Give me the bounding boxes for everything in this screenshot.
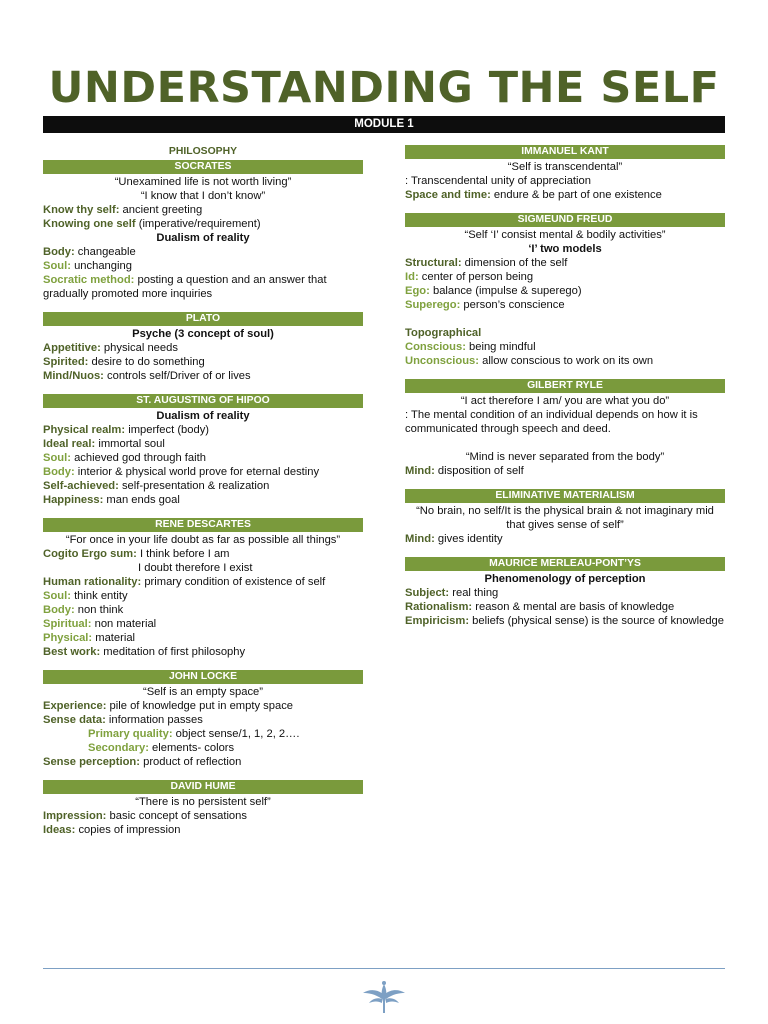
physical-text: material [92,632,136,644]
descartes-soul [43,589,363,603]
ryle-mind-label: Mind: [405,465,435,477]
merleau-header: MAURICE MERLEAU-PONT’YS [405,557,725,571]
hume-ideas [43,823,363,837]
locke-experience [43,699,363,713]
descartes-rationality [43,575,363,589]
descartes-best-work [43,645,363,659]
ryle-mind [405,464,725,478]
ryle-mind-text: disposition of self [434,465,524,477]
locke-quote: “Self is an empty space” [142,686,263,698]
ideas-text: copies of impression [75,824,181,836]
socrates-body [43,245,363,259]
kant-line-1: : Transcendental unity of appreciation [405,175,591,187]
socratic-method-text: posting a question and an answer that gradually promoted more inquiries [43,274,327,300]
ego-label: Ego: [405,285,430,297]
augustine-happiness [43,493,363,507]
augustine-body [43,465,363,479]
socratic-method [43,273,363,301]
best-work-text: meditation of first philosophy [100,646,246,658]
unconscious-label: Unconscious: [405,355,479,367]
fleur-ornament-icon [360,980,408,1014]
philosophy-heading: PHILOSOPHY [168,146,238,157]
ideas-label: Ideas: [43,824,76,836]
self-achieved-text: self-presentation & realization [118,480,270,492]
self-achieved-label: Self-achieved: [43,480,119,492]
conscious-text: being mindful [465,341,536,353]
superego-label: Superego: [405,299,461,311]
conscious-label: Conscious: [405,341,466,353]
knowing-one-self-text: (imperative/requirement) [135,218,261,230]
space-time-label: Space and time: [405,189,491,201]
hume-header: DAVID HUME [43,780,363,794]
merleau-empiricism [405,614,725,628]
kant-header: IMMANUEL KANT [405,145,725,159]
unconscious-text: allow conscious to work on its own [478,355,654,367]
mind-nuos-text: controls self/Driver of or lives [103,370,251,382]
locke-header: JOHN LOCKE [43,670,363,684]
physical-realm-text: imperfect (body) [125,424,210,436]
ryle-quote: “I act therefore I am/ you are what you do” [460,395,670,407]
augustine-soul-text: achieved god through faith [70,452,206,464]
merleau-phenomenology: Phenomenology of perception [484,573,646,585]
sense-data-label: Sense data: [43,714,106,726]
merleau-subject [405,586,725,600]
augustine-soul-label: Soul: [43,452,71,464]
plato-appetitive [43,341,363,355]
ego-text: balance (impulse & superego) [429,285,582,297]
descartes-soul-label: Soul: [43,590,71,602]
structural-text: dimension of the self [461,257,568,269]
merleau-rationalism [405,600,725,614]
rationality-label: Human rationality: [43,576,142,588]
socrates-quote-2: “I know that I don’t know” [140,190,266,202]
kant-quote: “Self is transcendental” [507,161,623,173]
knowing-one-self-label: Knowing one self [43,218,136,230]
cogito-text: I think before I am [136,548,230,560]
descartes-spiritual [43,617,363,631]
spiritual-text: non material [91,618,157,630]
descartes-cogito [43,547,363,561]
augustine-body-label: Body: [43,466,75,478]
ryle-header: GILBERT RYLE [405,379,725,393]
left-column [43,145,363,837]
sense-perception-label: Sense perception: [43,756,140,768]
ryle-line-1: : The mental condition of an individual depends on how it is communicated through speech and deed. [405,409,698,435]
subject-label: Subject: [405,587,450,599]
descartes-header: RENE DESCARTES [43,518,363,532]
socrates-quote-1: “Unexamined life is not worth living” [114,176,292,188]
freud-id [405,270,725,284]
mind-nuos-label: Mind/Nuos: [43,370,104,382]
augustine-physical-realm [43,423,363,437]
freud-ego [405,284,725,298]
document-title: UNDERSTANDING THE SELF [48,63,720,113]
freud-topographical: Topographical [405,327,482,339]
module-bar: MODULE 1 [43,116,725,133]
descartes-cogito-2: I doubt therefore I exist [138,562,253,574]
freud-conscious [405,340,725,354]
ideal-real-text: immortal soul [95,438,165,450]
appetitive-text: physical needs [100,342,178,354]
experience-text: pile of knowledge put in empty space [106,700,294,712]
locke-primary [43,727,363,741]
footer-divider [43,968,725,969]
sense-data-text: information passes [105,714,203,726]
descartes-body-label: Body: [43,604,75,616]
socratic-method-label: Socratic method: [43,274,135,286]
rationality-text: primary condition of existence of self [141,576,326,588]
eliminative-quote: “No brain, no self/It is the physical brain & not imaginary mid that gives sense of self” [416,505,714,531]
socrates-soul-label: Soul: [43,260,71,272]
spirited-text: desire to do something [88,356,205,368]
augustine-ideal-real [43,437,363,451]
socrates-header: SOCRATES [43,160,363,174]
descartes-physical [43,631,363,645]
subject-text: real thing [449,587,499,599]
impression-label: Impression: [43,810,107,822]
secondary-text: elements- colors [148,742,235,754]
socrates-soul-text: unchanging [70,260,132,272]
cogito-label: Cogito Ergo sum: [43,548,137,560]
physical-realm-label: Physical realm: [43,424,126,436]
know-thy-self [43,203,363,217]
plato-header: PLATO [43,312,363,326]
augustine-soul [43,451,363,465]
rationalism-text: reason & mental are basis of knowledge [472,601,675,613]
descartes-quote: “For once in your life doubt as far as possible all things” [65,534,341,546]
descartes-soul-text: think entity [70,590,128,602]
know-thy-self-label: Know thy self: [43,204,120,216]
know-thy-self-text: ancient greeting [119,204,203,216]
empiricism-text: beliefs (physical sense) is the source of knowledge [469,615,725,627]
freud-header: SIGMEUND FREUD [405,213,725,227]
augustine-self-achieved [43,479,363,493]
locke-sense-data [43,713,363,727]
augustine-header: ST. AUGUSTING OF HIPOO [43,394,363,408]
superego-text: person’s conscience [460,299,565,311]
spiritual-label: Spiritual: [43,618,92,630]
happiness-label: Happiness: [43,494,104,506]
ryle-quote-2: “Mind is never separated from the body” [465,451,665,463]
secondary-label: Secondary: [88,742,149,754]
eliminative-header: ELIMINATIVE MATERIALISM [405,489,725,503]
sense-perception-text: product of reflection [139,756,242,768]
socrates-dualism: Dualism of reality [156,232,250,244]
id-label: Id: [405,271,419,283]
physical-label: Physical: [43,632,93,644]
locke-perception [43,755,363,769]
kant-space-time [405,188,725,202]
primary-quality-text: object sense/1, 1, 2, 2…. [172,728,300,740]
freud-superego [405,298,725,312]
descartes-body [43,603,363,617]
primary-quality-label: Primary quality: [88,728,173,740]
socrates-soul [43,259,363,273]
augustine-body-text: interior & physical world prove for eternal destiny [74,466,320,478]
appetitive-label: Appetitive: [43,342,101,354]
ideal-real-label: Ideal real: [43,438,96,450]
right-column [405,145,725,628]
socrates-body-text: changeable [74,246,136,258]
structural-label: Structural: [405,257,462,269]
plato-mind [43,369,363,383]
id-text: center of person being [418,271,534,283]
happiness-text: man ends goal [103,494,180,506]
freud-models: ‘I’ two models [528,243,602,255]
impression-text: basic concept of sensations [106,810,247,822]
space-time-text: endure & be part of one existence [490,189,662,201]
locke-secondary [43,741,363,755]
augustine-dualism: Dualism of reality [156,410,250,422]
experience-label: Experience: [43,700,107,712]
empiricism-label: Empiricism: [405,615,470,627]
freud-unconscious [405,354,725,368]
freud-structural [405,256,725,270]
rationalism-label: Rationalism: [405,601,473,613]
knowing-one-self [43,217,363,231]
hume-quote: “There is no persistent self” [135,796,271,808]
eliminative-mind [405,532,725,546]
eliminative-mind-label: Mind: [405,533,435,545]
eliminative-mind-text: gives identity [434,533,503,545]
descartes-body-text: non think [74,604,124,616]
socrates-body-label: Body: [43,246,75,258]
freud-quote: “Self ‘I’ consist mental & bodily activities” [464,229,666,241]
plato-psyche: Psyche (3 concept of soul) [132,328,274,340]
hume-impression [43,809,363,823]
plato-spirited [43,355,363,369]
best-work-label: Best work: [43,646,101,658]
spirited-label: Spirited: [43,356,89,368]
